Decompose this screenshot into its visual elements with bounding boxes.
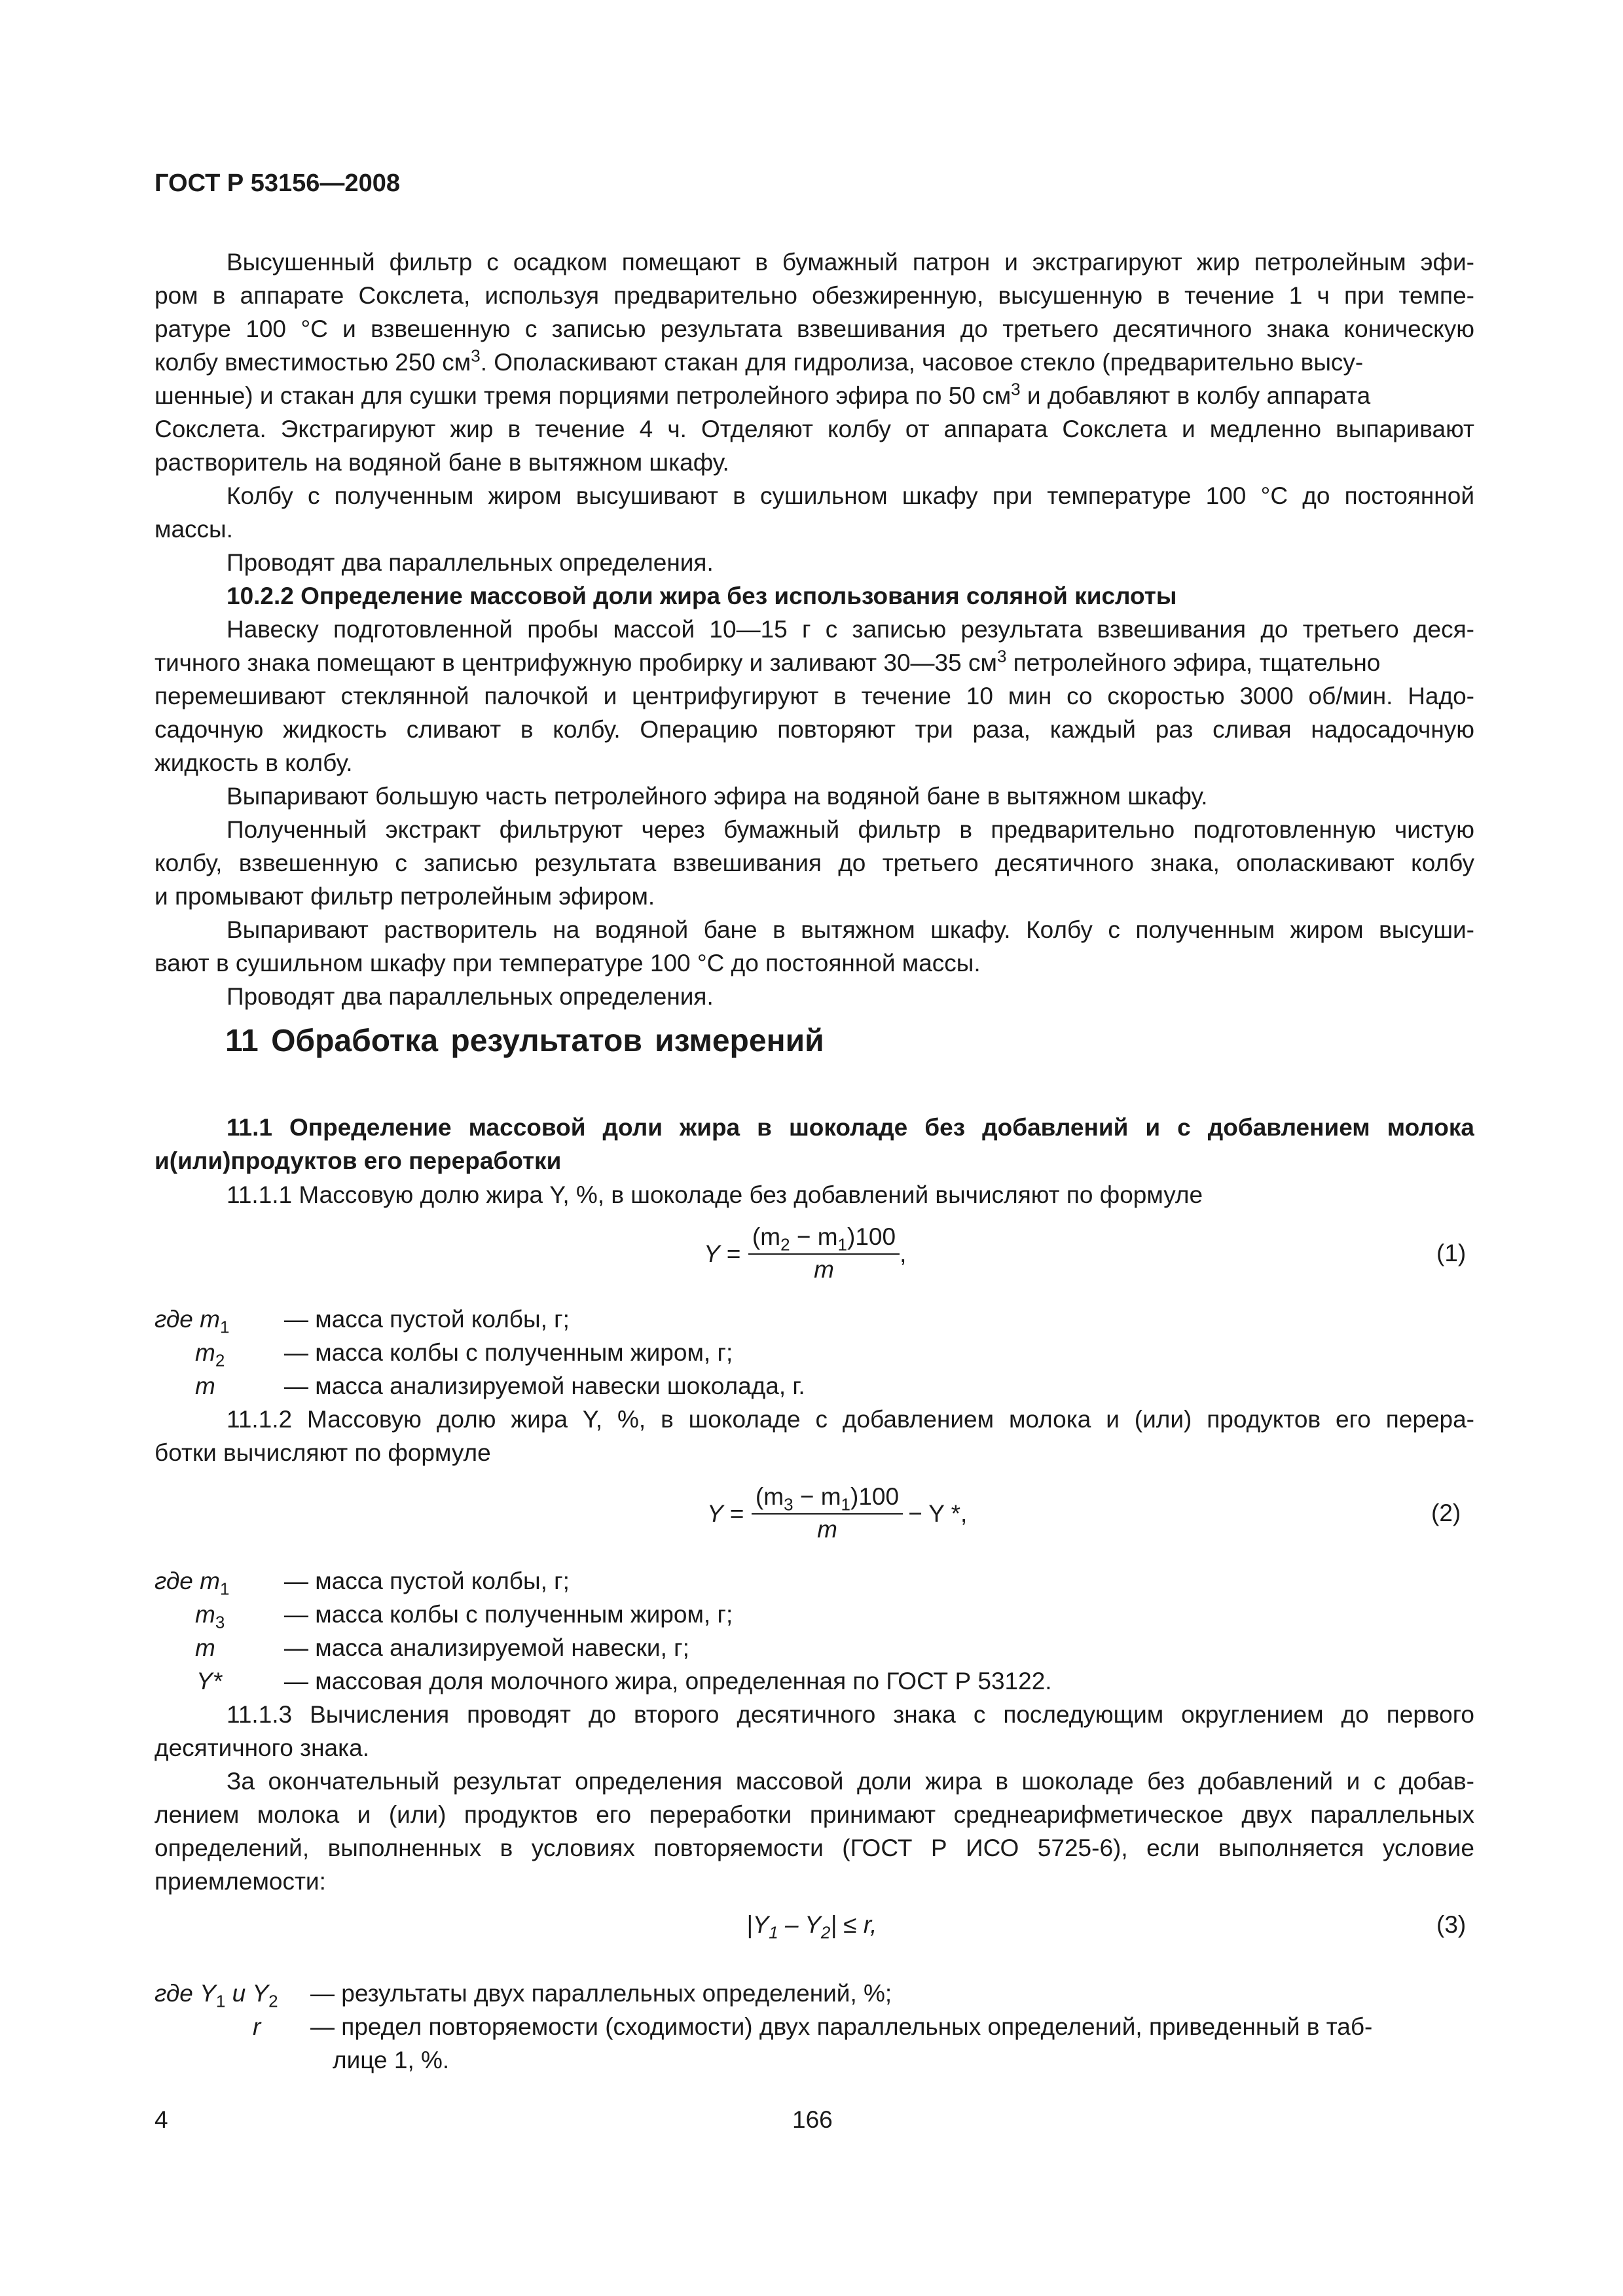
text-line: приемлемости: [155,1868,326,1895]
text-line: Выпаривают большую часть петролейного эфира на водяной бане в вытяжном шкафу. [227,783,1208,810]
paragraph-11-1-2 [155,1403,1474,1469]
superscript: 3 [471,346,481,366]
text-line: ботки вычисляют по формуле [155,1439,491,1466]
text-line: Колбу с полученным жиром высушивают в сушильном шкафу при температуре 100 °С до постоянной [227,482,1474,509]
text-line: 11.1.2 Массовую долю жира Y, %, в шоколаде с добавлением молока и (или) продуктов его перера- [227,1406,1474,1433]
formula-2-label: (2) [1431,1499,1461,1526]
text-line: ром в аппарате Сокслета, используя предварительно обезжиренную, высушенную в течение 1 ч при темпе- [155,282,1474,309]
paragraph-solvent [155,913,1474,980]
formula-1-label: (1) [1436,1240,1467,1266]
formula-denominator: m [814,1256,834,1283]
where-m: m — масса анализируемой навески шоколада, г. [195,1372,805,1399]
text-line: 11.1.1 Массовую долю жира Y, %, в шоколаде без добавлений вычисляют по формуле [227,1181,1203,1208]
page-number-left: 4 [155,2106,168,2133]
text-line [155,646,1474,679]
formula-fraction [752,1482,903,1545]
text-line: перемешивают стеклянной палочкой и центрифугируют в течение 10 мин со скоростью 3000 об/мин. Надо- [155,683,1474,709]
paragraph-11-1-3 [155,1698,1474,1765]
text-line: 11.1.3 Вычисления проводят до второго десятичного знака с последующим округлением до первого [227,1701,1474,1728]
text-line: За окончательный результат определения массовой доли жира в шоколаде без добавлений и с добав- [227,1768,1474,1795]
where-r-continued: лице 1, %. [333,2047,450,2073]
text-fragment: и добавляют в колбу аппарата [1020,382,1371,409]
text-line: растворитель на водяной бане в вытяжном шкафу. [155,449,729,476]
superscript: 3 [996,646,1007,666]
text-line: и промывают фильтр петролейным эфиром. [155,883,655,910]
subsection-title: и(или)продуктов его переработки [155,1147,562,1174]
text-line: Сокслета. Экстрагируют жир в течение 4 ч. Отделяют колбу от аппарата Сокслета и медленно выпаривают [155,416,1474,442]
text-line [155,346,1474,379]
where-m2: $m_2$ — масса колбы с полученным жиром, г; [195,1339,733,1371]
paragraph-extract [155,813,1474,913]
paragraph-drying [155,479,1474,546]
text-line [155,379,1474,412]
text-line: Навеску подготовленной пробы массой 10—15 г с записью результата взвешивания до третьего деся- [227,616,1474,643]
paragraph-sample [155,613,1474,780]
text-line: лением молока и (или) продуктов его переработки принимают среднеарифметическое двух параллельных [155,1801,1474,1828]
text-line: колбу, взвешенную с записью результата взвешивания до третьего десятичного знака, ополаскивают колбу [155,850,1474,876]
formula-lhs: Y = [707,1499,744,1527]
formula-2 [707,1480,967,1546]
superscript: 3 [1011,379,1021,399]
where-y1-y2: где $Y_1$ и $Y_2$ — результаты двух параллельных определений, %; [155,1980,892,2011]
formula-denominator: m [817,1516,837,1543]
formula-3: $|Y_1 - Y_2| \le r$, [746,1911,877,1943]
formula-lhs: Y = [704,1240,740,1267]
where-m1: где $m_1$ — масса пустой колбы, г; [155,1568,570,1599]
where-m3: $m_3$ — масса колбы с полученным жиром, г; [195,1601,733,1632]
where-r: r — предел повторяемости (сходимости) двух параллельных определений, приведенный в таб- [253,2013,1373,2040]
formula-tail: − Y *, [908,1499,968,1527]
text-line: массы. [155,516,233,543]
text-line: десятичного знака. [155,1734,369,1761]
paragraph-parallel-2 [155,980,1474,1013]
where-ystar: Y* — массовая доля молочного жира, определенная по ГОСТ Р 53122. [196,1668,1052,1695]
text-fragment: колбу вместимостью 250 см [155,349,471,376]
paragraph-filter-extraction [155,245,1474,479]
subsection-title: 10.2.2 Определение массовой доли жира без использования соляной кислоты [227,583,1177,609]
text-fragment: . Ополаскивают стакан для гидролиза, часовое стекло (предварительно высу- [480,349,1364,376]
formula-numerator: $(m_3 - m_1)100$ [752,1482,903,1515]
text-line: Выпаривают растворитель на водяной бане в вытяжном шкафу. Колбу с полученным жиром высуши- [227,916,1474,943]
text-line: определений, выполненных в условиях повторяемости (ГОСТ Р ИСО 5725-6), если выполняется условие [155,1835,1474,1861]
text-line: жидкость в колбу. [155,749,353,776]
formula-3-label: (3) [1436,1911,1467,1938]
text-line: ратуре 100 °С и взвешенную с записью результата взвешивания до третьего десятичного знака коническую [155,315,1474,342]
text-fragment: тичного знака помещают в центрифужную пробирку и заливают 30—35 см [155,649,997,676]
subsection-10-2-2 [155,579,1474,613]
text-line: Проводят два параллельных определения. [227,983,714,1010]
text-line: Полученный экстракт фильтруют через бумажный фильтр в предварительно подготовленную чистую [227,816,1474,843]
text-fragment: шенные) и стакан для сушки тремя порциями петролейного эфира по 50 см [155,382,1012,409]
section-11-title: 11 Обработка результатов измерений [225,1024,824,1058]
where-m: m — масса анализируемой навески, г; [195,1634,689,1661]
paragraph-evaporate [155,780,1474,813]
paragraph-final-result [155,1765,1474,1898]
standard-header: ГОСТ Р 53156—2008 [155,170,400,197]
text-line: вают в сушильном шкафу при температуре 100 °С до постоянной массы. [155,950,981,977]
text-line: Высушенный фильтр с осадком помещают в бумажный патрон и экстрагируют жир петролейным эфи- [227,249,1474,276]
page-number-center: 166 [792,2106,833,2133]
where-m1: где $m_1$ — масса пустой колбы, г; [155,1306,570,1337]
text-fragment: петролейного эфира, тщательно [1006,649,1381,676]
text-line: Проводят два параллельных определения. [227,549,714,576]
paragraph-parallel [155,546,1474,579]
subsection-title: 11.1 Определение массовой доли жира в шоколаде без добавлений и с добавлением молока [227,1114,1474,1141]
formula-tail: , [900,1240,907,1267]
formula-numerator: $(m_2 - m_1)100$ [748,1222,900,1255]
subsection-11-1 [155,1111,1474,1177]
text-line: садочную жидкость сливают в колбу. Операцию повторяют три раза, каждый раз сливая надосадочную [155,716,1474,743]
formula-1 [704,1221,906,1286]
paragraph-11-1-1 [155,1178,1474,1211]
formula-fraction [748,1222,900,1285]
